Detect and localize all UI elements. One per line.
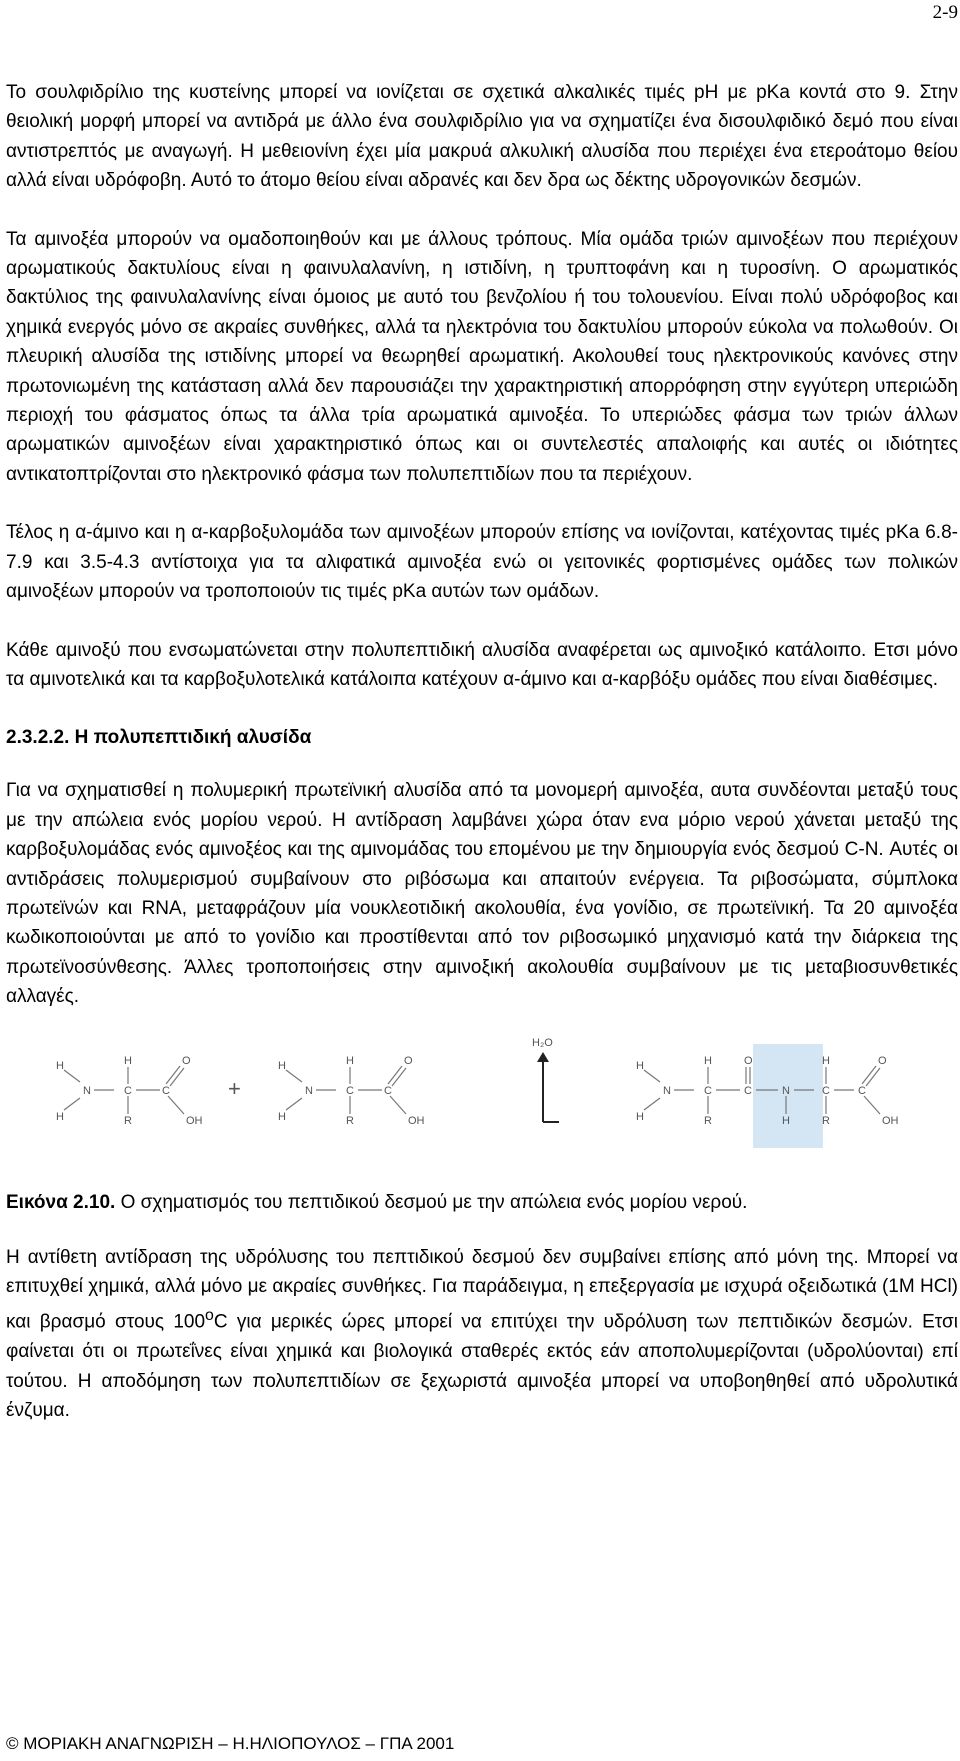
atom-label: H xyxy=(636,1110,644,1123)
atom-label: C xyxy=(346,1084,354,1097)
water-release xyxy=(532,1037,559,1122)
atom-label: R xyxy=(124,1114,132,1127)
atom-label: C xyxy=(858,1084,866,1097)
atom-label: O xyxy=(878,1054,887,1067)
atom-label: R xyxy=(822,1114,830,1127)
atom-label: H xyxy=(704,1054,712,1067)
paragraph-hydrolysis xyxy=(6,1243,958,1426)
atom-label: C xyxy=(744,1084,752,1097)
document-body xyxy=(6,78,958,1454)
atom-label: N xyxy=(305,1084,313,1097)
atom-label: O xyxy=(744,1054,753,1067)
caption-label: Εικόνα 2.10. xyxy=(6,1191,116,1213)
atom-label: N xyxy=(83,1084,91,1097)
water-label: H₂O xyxy=(532,1036,553,1049)
atom-label: OH xyxy=(186,1114,203,1127)
atom-label: H xyxy=(56,1059,64,1072)
page-footer: © ΜΟΡΙΑΚΗ ΑΝΑΓΝΩΡΙΣΗ – Η.ΗΛΙΟΠΟΥΛΟΣ – ΓΠΑ 2001 xyxy=(6,1734,455,1753)
atom-label: C xyxy=(162,1084,170,1097)
atom-label: H xyxy=(782,1114,790,1127)
atom-label: N xyxy=(663,1084,671,1097)
peptide-bond-figure xyxy=(6,1032,958,1180)
section-heading: 2.3.2.2. Η πολυπεπτιδική αλυσίδα xyxy=(6,727,312,749)
peptide-bond-diagram xyxy=(56,1032,916,1180)
paragraph-ionization: Τέλος η α-άμινο και η α-καρβοξυλομάδα των αμινοξέων μπορούν επίσης να ιονίζονται, κατέχοντας τιμές pKa 6.8-7.9 και 3.5-4.3 αντίστοιχα για τα αλιφατικά αμινοξέα ενώ οι γειτονικές φορτισμένες ομάδες των πολικών αμινοξέων μπορούν να τροποποιούν τις τιμές pKa αυτών των ομάδων. xyxy=(6,522,958,603)
figure-caption xyxy=(6,1188,958,1217)
hydrolysis-text-cont: C για μερικές ώρες μπορεί να επιτύχει την υδρόλυση των πεπτιδικών δεσμών. Ετσι φαίνεται ότι οι πρωτεΐνες είναι χημικά και βιολογικά σταθερές εκτός εάν αποπολυμερίζονται (υδρολύονται) επί τούτου. Η αποδόμηση των πολυπεπτιδίων σε ξεχωριστά αμινοξέα μπορεί να υποβοηθηθεί από υδρολυτικά ένζυμα. xyxy=(6,1311,958,1421)
atom-label: H xyxy=(278,1059,286,1072)
atom-label: C xyxy=(822,1084,830,1097)
atom-label: O xyxy=(182,1054,191,1067)
page-number: 2-9 xyxy=(932,2,958,23)
atom-label: C xyxy=(384,1084,392,1097)
atom-label: C xyxy=(704,1084,712,1097)
atom-label: N xyxy=(782,1084,790,1097)
atom-label: R xyxy=(704,1114,712,1127)
caption-text: Ο σχηματισμός του πεπτιδικού δεσμού με την απώλεια ενός μορίου νερού. xyxy=(115,1191,748,1213)
plus-sign: + xyxy=(228,1075,241,1101)
paragraph-aromatic: Τα αμινοξέα μπορούν να ομαδοποιηθούν και με άλλους τρόπους. Μία ομάδα τριών αμινοξέων που περιέχουν αρωματικούς δακτυλίους είναι η φαινυλαλανίνη, η ιστιδίνη, η τρυπτοφάνη και η τυροσίνη. Ο αρωματικός δακτύλιος της φαινυλαλανίνης είναι όμοιος με αυτό του βενζολίου ή του τολουενίου. Είναι πολύ υδρόφοβος και χημικά ενεργός μόνο σε ακραίες συνθήκες, αλλά τα ηλεκτρόνια του δακτυλίου μπορούν εύκολα να πολωθούν. Οι πλευρική αλυσίδα της ιστιδίνης μπορεί να θεωρηθεί αρωματική. Ακολουθεί τους ηλεκτρονικούς κανόνες στην πρωτονιωμένη της κατάσταση αλλά δεν παρουσιάζει την χαρακτηριστική απορρόφηση στην εγγύτερη υπεριώδη περιοχή του φάσματος όπως τα άλλα τρία αρωματικά αμινοξέα. Το υπεριώδες φάσμα των τριών άλλων αρωματικών αμινοξέων είναι χαρακτηριστικό όπως και οι συντελεστές απαλοιφής και αυτές οι ιδιότητες αντικατοπτρίζονται στο ηλεκτρονικό φάσμα των πολυπεπτιδίων που τα περιέχουν. xyxy=(6,228,958,485)
hydrolysis-text: Η αντίθετη αντίδραση της υδρόλυσης του πεπτιδικού δεσμού δεν συμβαίνει επίσης από μόνη της. Μπορεί να επιτυχθεί χημικά, αλλά μόνο με ακραίες συνθήκες. Για παράδειγμα, η επεξεργασία με ισχυρά οξειδωτικά (1M HCl) και βρασμό στους 100 xyxy=(6,1246,958,1333)
atom-label: H xyxy=(822,1054,830,1067)
atom-label: OH xyxy=(408,1114,425,1127)
paragraph-polypeptide: Για να σχηματισθεί η πολυμερική πρωτεϊνική αλυσίδα από τα μονομερή αμινοξέα, αυτα συνδέονται μεταξύ τους με την απώλεια ενός μορίου νερού. Η αντίδραση λαμβάνει χώρα όταν ενα μόριο νερού χάνεται μεταξύ της καρβοξυλομάδας ενός αμινοξέος και της αμινομάδας του επομένου με την δημιουργία ενός δεσμού C-N. Αυτές οι αντιδράσεις πολυμερισμού συμβαίνουν στο ριβόσωμα και απαιτούν ενέργεια. Τα ριβοσώματα, σύμπλοκα πρωτεϊνών και RNA, μεταφράζουν μία νουκλεοτιδική ακολουθία, ένα γονίδιο, σε πρωτεϊνική. Τα 20 αμινοξέα κωδικοποιούνται με από το γονίδιο και προστίθενται από τον ριβοσωμικό μηχανισμό κατά την διάρκεια της πρωτεϊνοσύνθεσης. Άλλες τροποποιήσεις στην αμινοξική ακολουθία συμβαίνουν με τις μεταβιοσυνθετικές αλλαγές. xyxy=(6,780,958,1008)
paragraph-residue: Κάθε αμινοξύ που ενσωματώνεται στην πολυπεπτιδική αλυσίδα αναφέρεται ως αμινοξικό κατάλοιπο. Ετσι μόνο τα αμινοτελικά και τα καρβοξυλοτελικά κατάλοιπα κατέχουν α-άμινο και α-καρβόξυ ομάδες που είναι διαθέσιμες. xyxy=(6,639,958,690)
atom-label: H xyxy=(56,1110,64,1123)
amino-acid-1 xyxy=(56,1055,203,1127)
amino-acid-2 xyxy=(278,1055,425,1127)
atom-label: H xyxy=(346,1054,354,1067)
atom-label: H xyxy=(124,1054,132,1067)
paragraph-cysteine: Το σουλφιδρίλιο της κυστείνης μπορεί να ιονίζεται σε σχετικά αλκαλικές τιμές pH με pKa κοντά στο 9. Στην θειολική μορφή μπορεί να αντιδρά με άλλο ένα σουλφιδρίλιο για να σχηματίζει ένα δισουλφιδικό δεμό που είναι αντιστρεπτός με αναγωγή. Η μεθειονίνη έχει μία μακρυά αλκυλική αλυσίδα που περιέχει ένα ετεροάτομο θείου αλλά είναι υδρόφοβη. Αυτό το άτομο θείου είναι αδρανές και δεν δρα ως δέκτης υδρογονικών δεσμών. xyxy=(6,82,958,192)
atom-label: C xyxy=(124,1084,132,1097)
atom-label: H xyxy=(278,1110,286,1123)
atom-label: R xyxy=(346,1114,354,1127)
atom-label: OH xyxy=(882,1114,899,1127)
degree-superscript: ο xyxy=(205,1307,214,1325)
arrow-up-icon xyxy=(537,1052,549,1062)
atom-label: H xyxy=(636,1059,644,1072)
atom-label: O xyxy=(404,1054,413,1067)
